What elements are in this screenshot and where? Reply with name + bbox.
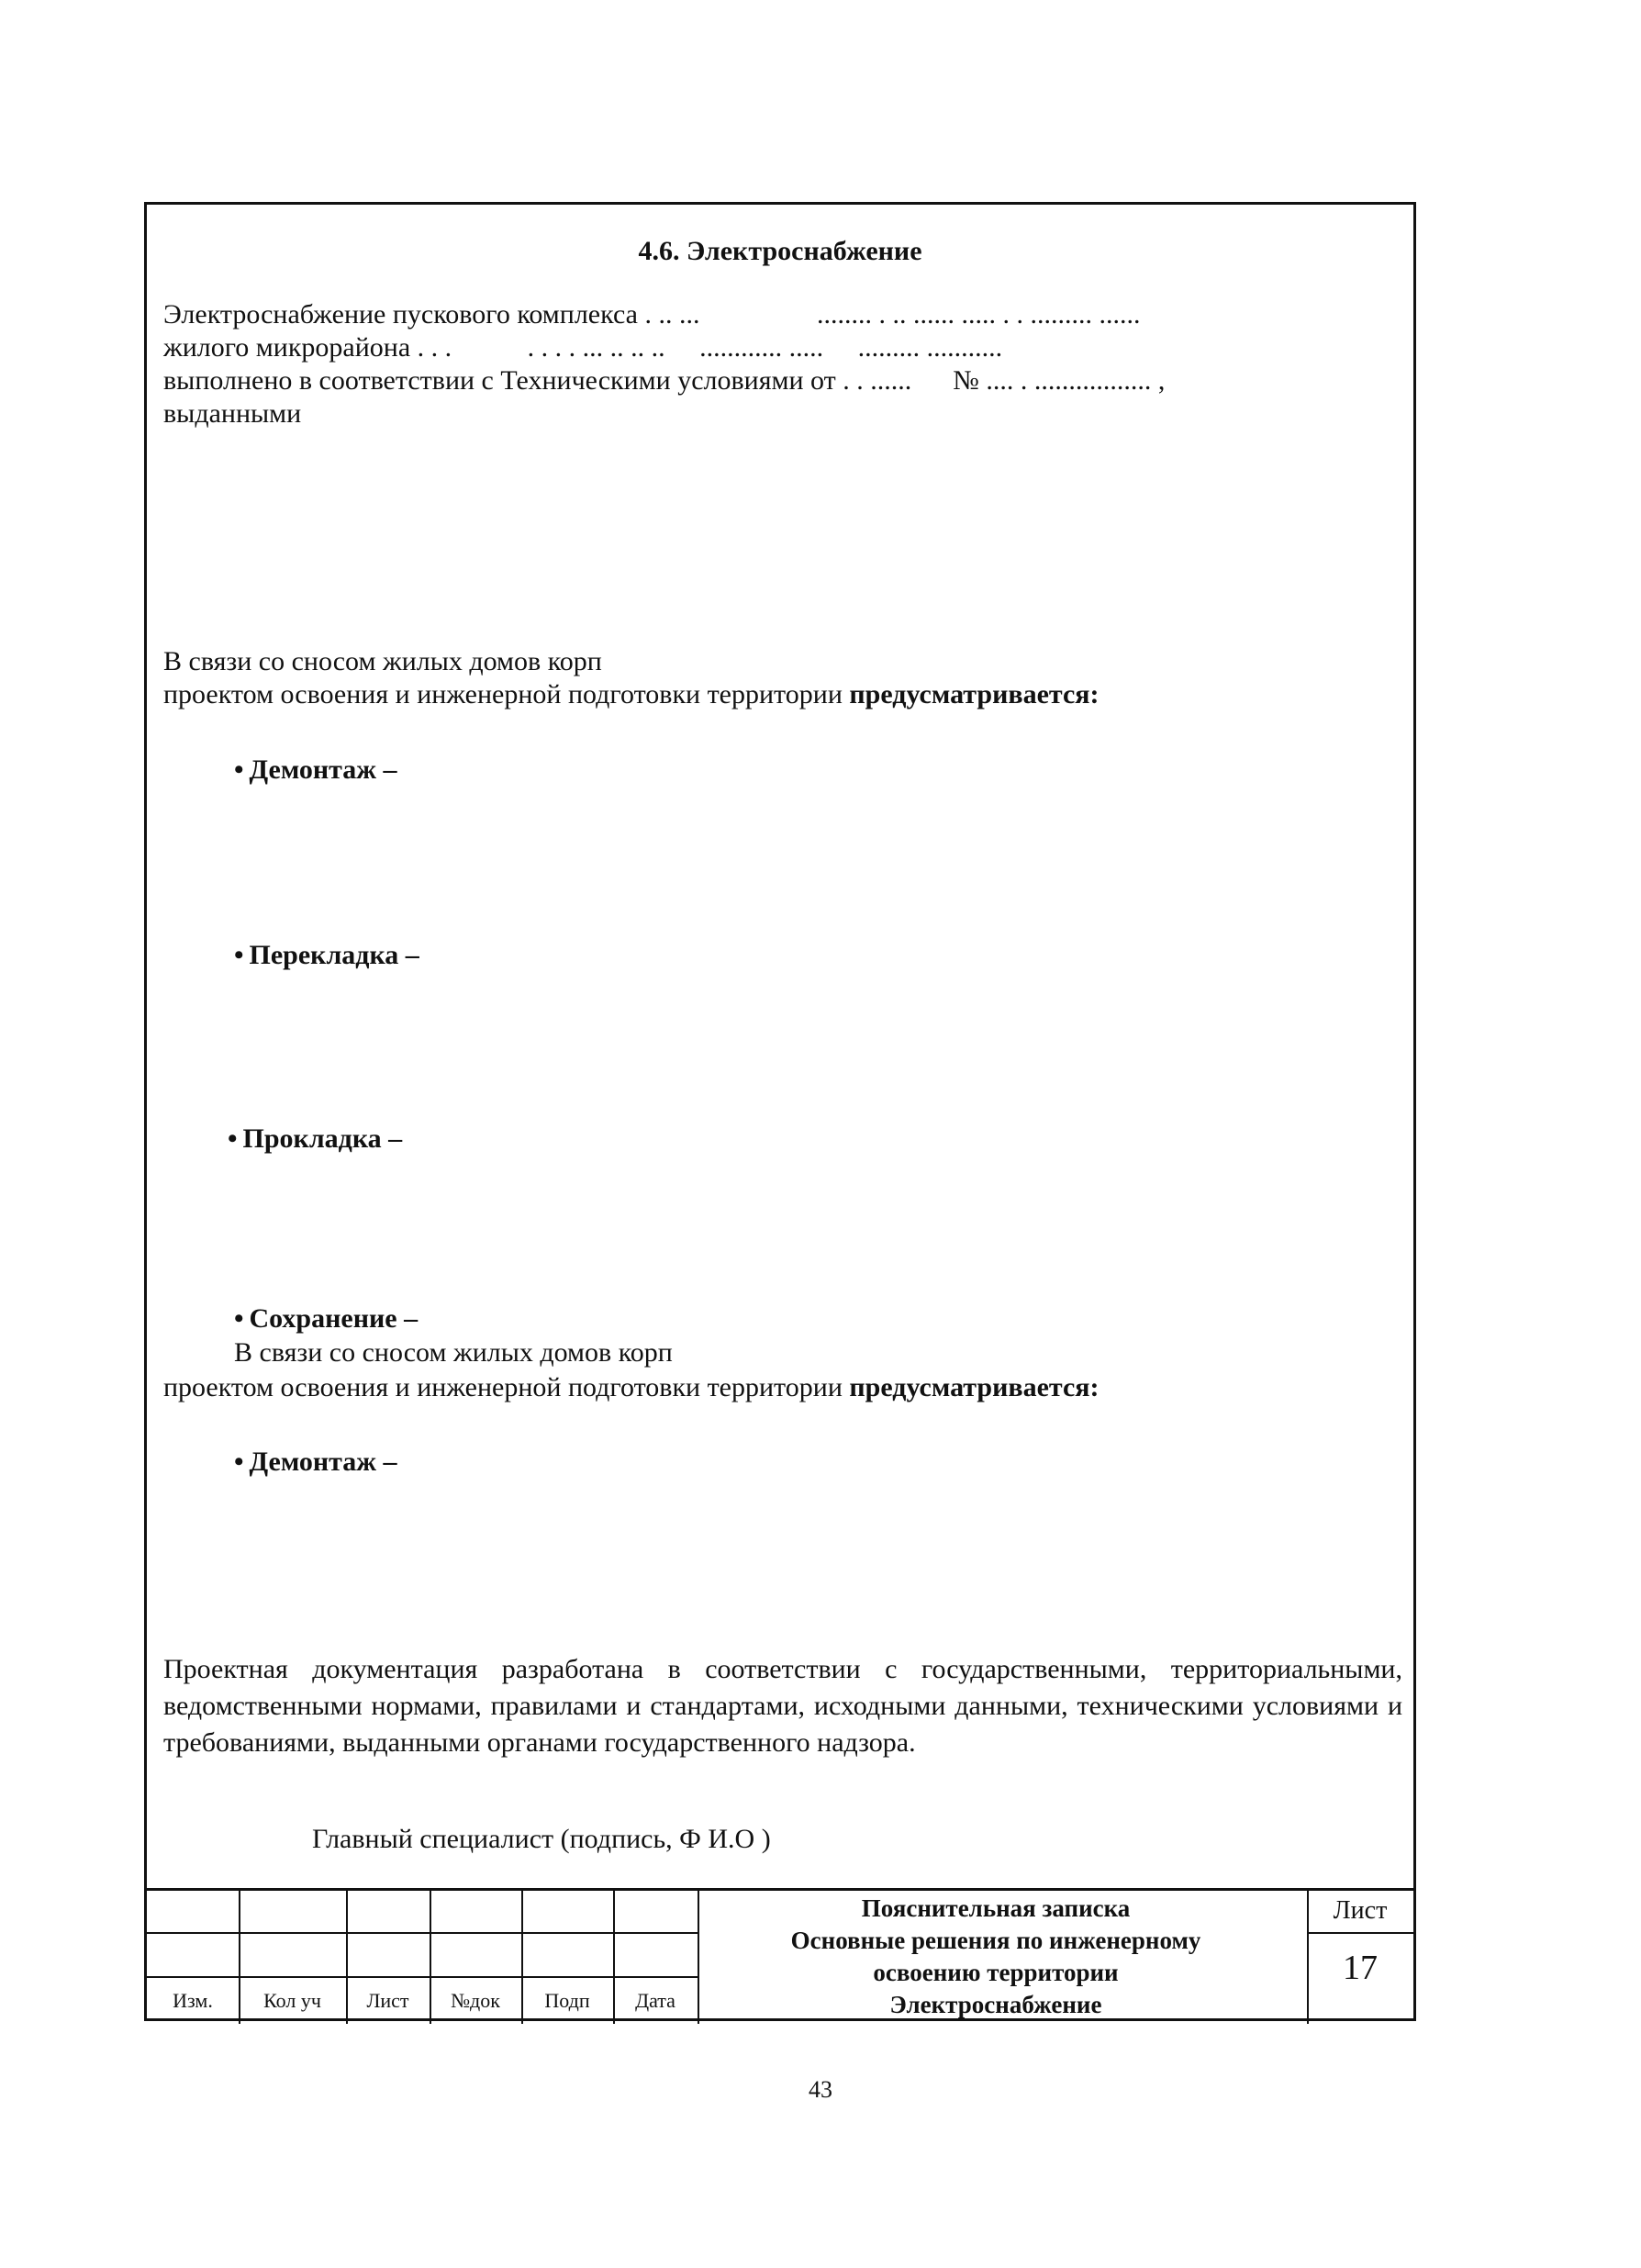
stamp-desc-line-3: освоению территории — [873, 1959, 1119, 1986]
section1-line-2-bold: предусматривается: — [849, 679, 1100, 709]
section2-line-1: В связи со сносом жилых домов корп — [234, 1337, 673, 1368]
stamp-desc-line-4: Электроснабжение — [889, 1991, 1102, 2018]
stamp-sheet-number: 17 — [1343, 1949, 1378, 1987]
stamp-col-kol-uch: Кол уч — [263, 1989, 321, 2012]
intro-line-3-number-dots: .... . ................. , — [986, 365, 1166, 396]
stamp-col-izm: Изм. — [173, 1989, 213, 2012]
section2-line-2 — [163, 1371, 1100, 1404]
section1-line-1: В связи со сносом жилых домов корп — [163, 646, 602, 676]
bullet-label: Демонтаж – — [249, 754, 397, 785]
stamp-sheet-label: Лист — [1333, 1896, 1388, 1925]
stamp-row-line — [147, 1976, 698, 1978]
closing-paragraph: Проектная документация разработана в соответствии с государственными, территориальными, ведомственными нормами, правилами и стандартами, исходными данными, техническими условиями и требованиями, выданными органами государственного надзора. — [163, 1654, 1402, 1758]
stamp-description — [698, 1893, 1294, 2021]
bullet-demontazh — [234, 754, 397, 787]
stamp-desc-line-2: Основные решения по инженерному — [790, 1927, 1201, 1954]
intro-line-3-number-sign: № — [953, 365, 979, 396]
section2-line-2-bold: предусматривается: — [849, 1372, 1100, 1402]
intro-line-3-dots: . . ...... — [843, 365, 912, 396]
section1-line-2-plain: проектом освоения и инженерной подготовки территории — [163, 679, 850, 709]
page-number: 43 — [809, 2076, 832, 2103]
section1-line-2 — [163, 678, 1100, 711]
signature-line: Главный специалист (подпись, Ф И.О ) — [312, 1824, 771, 1854]
bullet-sokhranenie — [234, 1302, 418, 1335]
title-block — [147, 1888, 1413, 2024]
bullet-icon: • — [234, 940, 244, 970]
intro-line-4: выданными — [163, 398, 302, 429]
bullet-prokladka — [228, 1123, 402, 1156]
intro-line-1-text: Электроснабжение пускового комплекса — [163, 299, 638, 330]
intro-line-2-text: жилого микрорайона — [163, 332, 411, 363]
intro-line-3 — [163, 364, 1165, 397]
intro-line-1-dots: . .. ... ........ . .. ...... ..... . . ......... ...... — [644, 299, 1141, 330]
stamp-col-list: Лист — [366, 1989, 409, 2012]
bullet-icon: • — [234, 1447, 244, 1477]
stamp-col-podp: Подп — [544, 1989, 590, 2012]
stamp-row-line — [1307, 1932, 1413, 1934]
bullet-label: Сохранение – — [249, 1303, 419, 1334]
stamp-desc-line-1: Пояснительная записка — [861, 1894, 1131, 1922]
intro-line-1 — [163, 298, 1140, 331]
intro-line-3-text: выполнено в соответствии с Техническими условиями от — [163, 365, 836, 396]
intro-line-2-dots: . . . . . . . ... .. .. .. ............ ..... ......... ........... — [417, 332, 1003, 363]
bullet-icon: • — [234, 754, 244, 785]
bullet-perekladka — [234, 939, 419, 972]
bullet-icon: • — [234, 1303, 244, 1334]
stamp-row-line — [147, 1932, 698, 1934]
bullet-icon: • — [228, 1123, 238, 1154]
stamp-col-ndok: №док — [451, 1989, 500, 2012]
intro-line-2 — [163, 331, 1002, 364]
bullet-label: Перекладка – — [249, 940, 419, 970]
bullet-label: Прокладка – — [242, 1123, 403, 1154]
bullet-demontazh-2 — [234, 1446, 397, 1479]
section-heading: 4.6. Электроснабжение — [638, 236, 922, 266]
document-frame — [144, 202, 1416, 2021]
bullet-label: Демонтаж – — [249, 1447, 397, 1477]
section2-line-2-plain: проектом освоения и инженерной подготовки территории — [163, 1372, 850, 1402]
stamp-col-data: Дата — [635, 1989, 675, 2012]
